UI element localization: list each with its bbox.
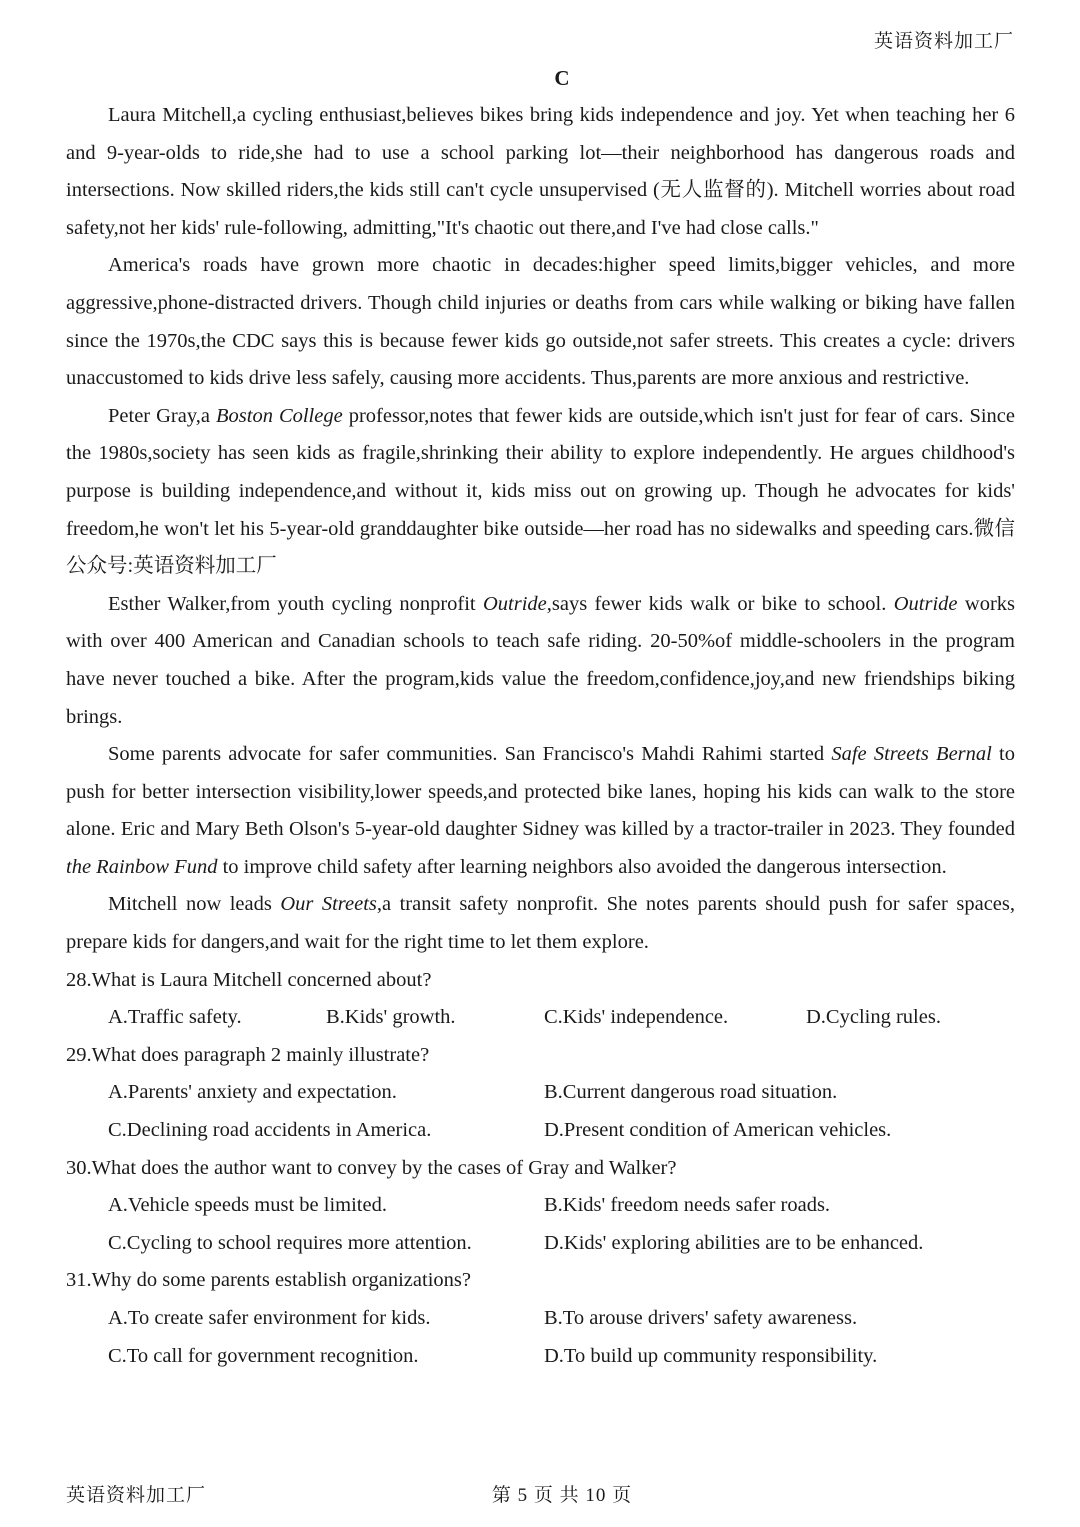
paragraph-3-text-a: Peter Gray,a bbox=[108, 404, 216, 427]
paragraph-3 bbox=[66, 398, 1015, 586]
paragraph-5-text-a: Some parents advocate for safer communities. San Francisco's Mahdi Rahimi started bbox=[108, 743, 832, 766]
paragraph-4 bbox=[66, 586, 1015, 736]
question-29 bbox=[66, 1037, 1015, 1150]
question-28 bbox=[66, 962, 1015, 1037]
option-d: D.Kids' exploring abilities are to be enhanced. bbox=[544, 1231, 924, 1254]
paragraph-5-italic-2: the Rainbow Fund bbox=[66, 855, 218, 878]
option-c: C.Cycling to school requires more attention. bbox=[108, 1231, 472, 1254]
option-b: B.Kids' growth. bbox=[326, 1006, 456, 1029]
question-30 bbox=[66, 1150, 1015, 1263]
paragraph-2: America's roads have grown more chaotic in decades:higher speed limits,bigger vehicles, and more aggressive,phone-distracted drivers. Though child injuries or deaths from cars while walking or biking have fallen since the 1970s,the CDC says this is because fewer kids go outside,not safer streets. This creates a cycle: drivers unaccustomed to kids drive less safely, causing more accidents. Thus,parents are more anxious and restrictive. bbox=[66, 254, 1015, 390]
option-row bbox=[66, 999, 1015, 1037]
option-row bbox=[66, 1112, 1015, 1150]
paragraph-4-text-a: Esther Walker,from youth cycling nonprofit bbox=[108, 592, 483, 615]
paragraph-3-text-b: professor,notes that fewer kids are outside,which isn't just for fear of cars. Since the 1980s,society has seen kids as fragile,shrinking their ability to explore independently. He argues childhood's purpose is building independence,and without it, kids miss out on growing up. Though he advocates for kids' freedom,he won't let his 5-year-old granddaughter bike outside—her road has no sidewalks and speeding cars. bbox=[66, 404, 1015, 540]
paragraph-6-text-b: ,a transit safety nonprofit. She notes parents should push for safer spaces, prepare kids for dangers,and wait for the right time to let them explore. bbox=[66, 893, 1015, 954]
option-a: A.Vehicle speeds must be limited. bbox=[108, 1194, 387, 1217]
option-row bbox=[66, 1074, 1015, 1112]
paragraph-1: Laura Mitchell,a cycling enthusiast,believes bikes bring kids independence and joy. Yet when teaching her 6 and 9-year-olds to ride,she had to use a school parking lot—their neighborhood has dangerous roads and intersections. Now skilled riders,the kids still can't cycle unsupervised (无人监督的). Mitchell worries about road safety,not her kids' rule-following, admitting,"It's chaotic out there,and I've had close calls." bbox=[66, 104, 1015, 239]
header-watermark: 英语资料加工厂 bbox=[873, 31, 1014, 52]
page-number: 第 5 页 共 10 页 bbox=[491, 1485, 633, 1506]
option-a: A.To create safer environment for kids. bbox=[108, 1307, 431, 1329]
option-row bbox=[66, 1225, 1015, 1263]
paragraph-5-text-c: to improve child safety after learning neighbors also avoided the dangerous intersection. bbox=[217, 855, 947, 878]
option-b: B.To arouse drivers' safety awareness. bbox=[544, 1307, 858, 1329]
paragraph-5-text-b: to push for better intersection visibility,lower speeds,and protected bike lanes, hoping his kids can walk to the store alone. Eric and Mary Beth Olson's 5-year-old daughter Sidney was killed by a tractor-trailer in 2023. They founded bbox=[66, 743, 1016, 841]
inline-watermark: 微信公众号:英语资料加工厂 bbox=[66, 517, 1015, 578]
option-b: B.Kids' freedom needs safer roads. bbox=[544, 1194, 831, 1217]
paragraph-6-text-a: Mitchell now leads bbox=[108, 893, 281, 916]
question-stem: 29.What does paragraph 2 mainly illustrate? bbox=[66, 1043, 430, 1066]
option-c: C.Kids' independence. bbox=[544, 1006, 729, 1029]
paragraph-4-text-c: works with over 400 American and Canadian schools to teach safe riding. 20-50%of middle-schoolers in the program have never touched a bike. After the program,kids value the freedom,confidence,joy,and new friendships biking brings. bbox=[66, 592, 1016, 728]
footer-watermark: 英语资料加工厂 bbox=[66, 1485, 207, 1506]
option-d: D.Cycling rules. bbox=[806, 1006, 941, 1029]
option-b: B.Current dangerous road situation. bbox=[544, 1081, 838, 1104]
option-c: C.To call for government recognition. bbox=[108, 1344, 419, 1367]
option-row bbox=[66, 1187, 1015, 1225]
paragraph-5 bbox=[66, 736, 1015, 886]
question-stem: 31.Why do some parents establish organizations? bbox=[66, 1269, 471, 1292]
passage-content bbox=[66, 97, 1015, 1375]
question-stem: 30.What does the author want to convey by the cases of Gray and Walker? bbox=[66, 1156, 677, 1179]
option-a: A.Traffic safety. bbox=[108, 1006, 242, 1029]
option-row bbox=[66, 1338, 1015, 1376]
option-a: A.Parents' anxiety and expectation. bbox=[108, 1081, 397, 1104]
paragraph-4-italic-2: Outride bbox=[893, 592, 958, 615]
question-stem: 28.What is Laura Mitchell concerned about? bbox=[66, 968, 432, 991]
option-c: C.Declining road accidents in America. bbox=[108, 1119, 432, 1142]
paragraph-6-italic: Our Streets bbox=[280, 893, 377, 916]
paragraph-6 bbox=[66, 886, 1015, 961]
paragraph-4-text-b: ,says fewer kids walk or bike to school. bbox=[546, 592, 894, 615]
option-d: D.Present condition of American vehicles. bbox=[544, 1119, 892, 1142]
section-title: C bbox=[554, 66, 570, 90]
paragraph-3-italic: Boston College bbox=[216, 404, 343, 427]
option-row bbox=[66, 1300, 1015, 1338]
paragraph-5-italic-1: Safe Streets Bernal bbox=[831, 743, 992, 766]
question-31 bbox=[66, 1262, 1015, 1375]
option-d: D.To build up community responsibility. bbox=[544, 1344, 878, 1367]
paragraph-4-italic-1: Outride bbox=[482, 592, 547, 615]
